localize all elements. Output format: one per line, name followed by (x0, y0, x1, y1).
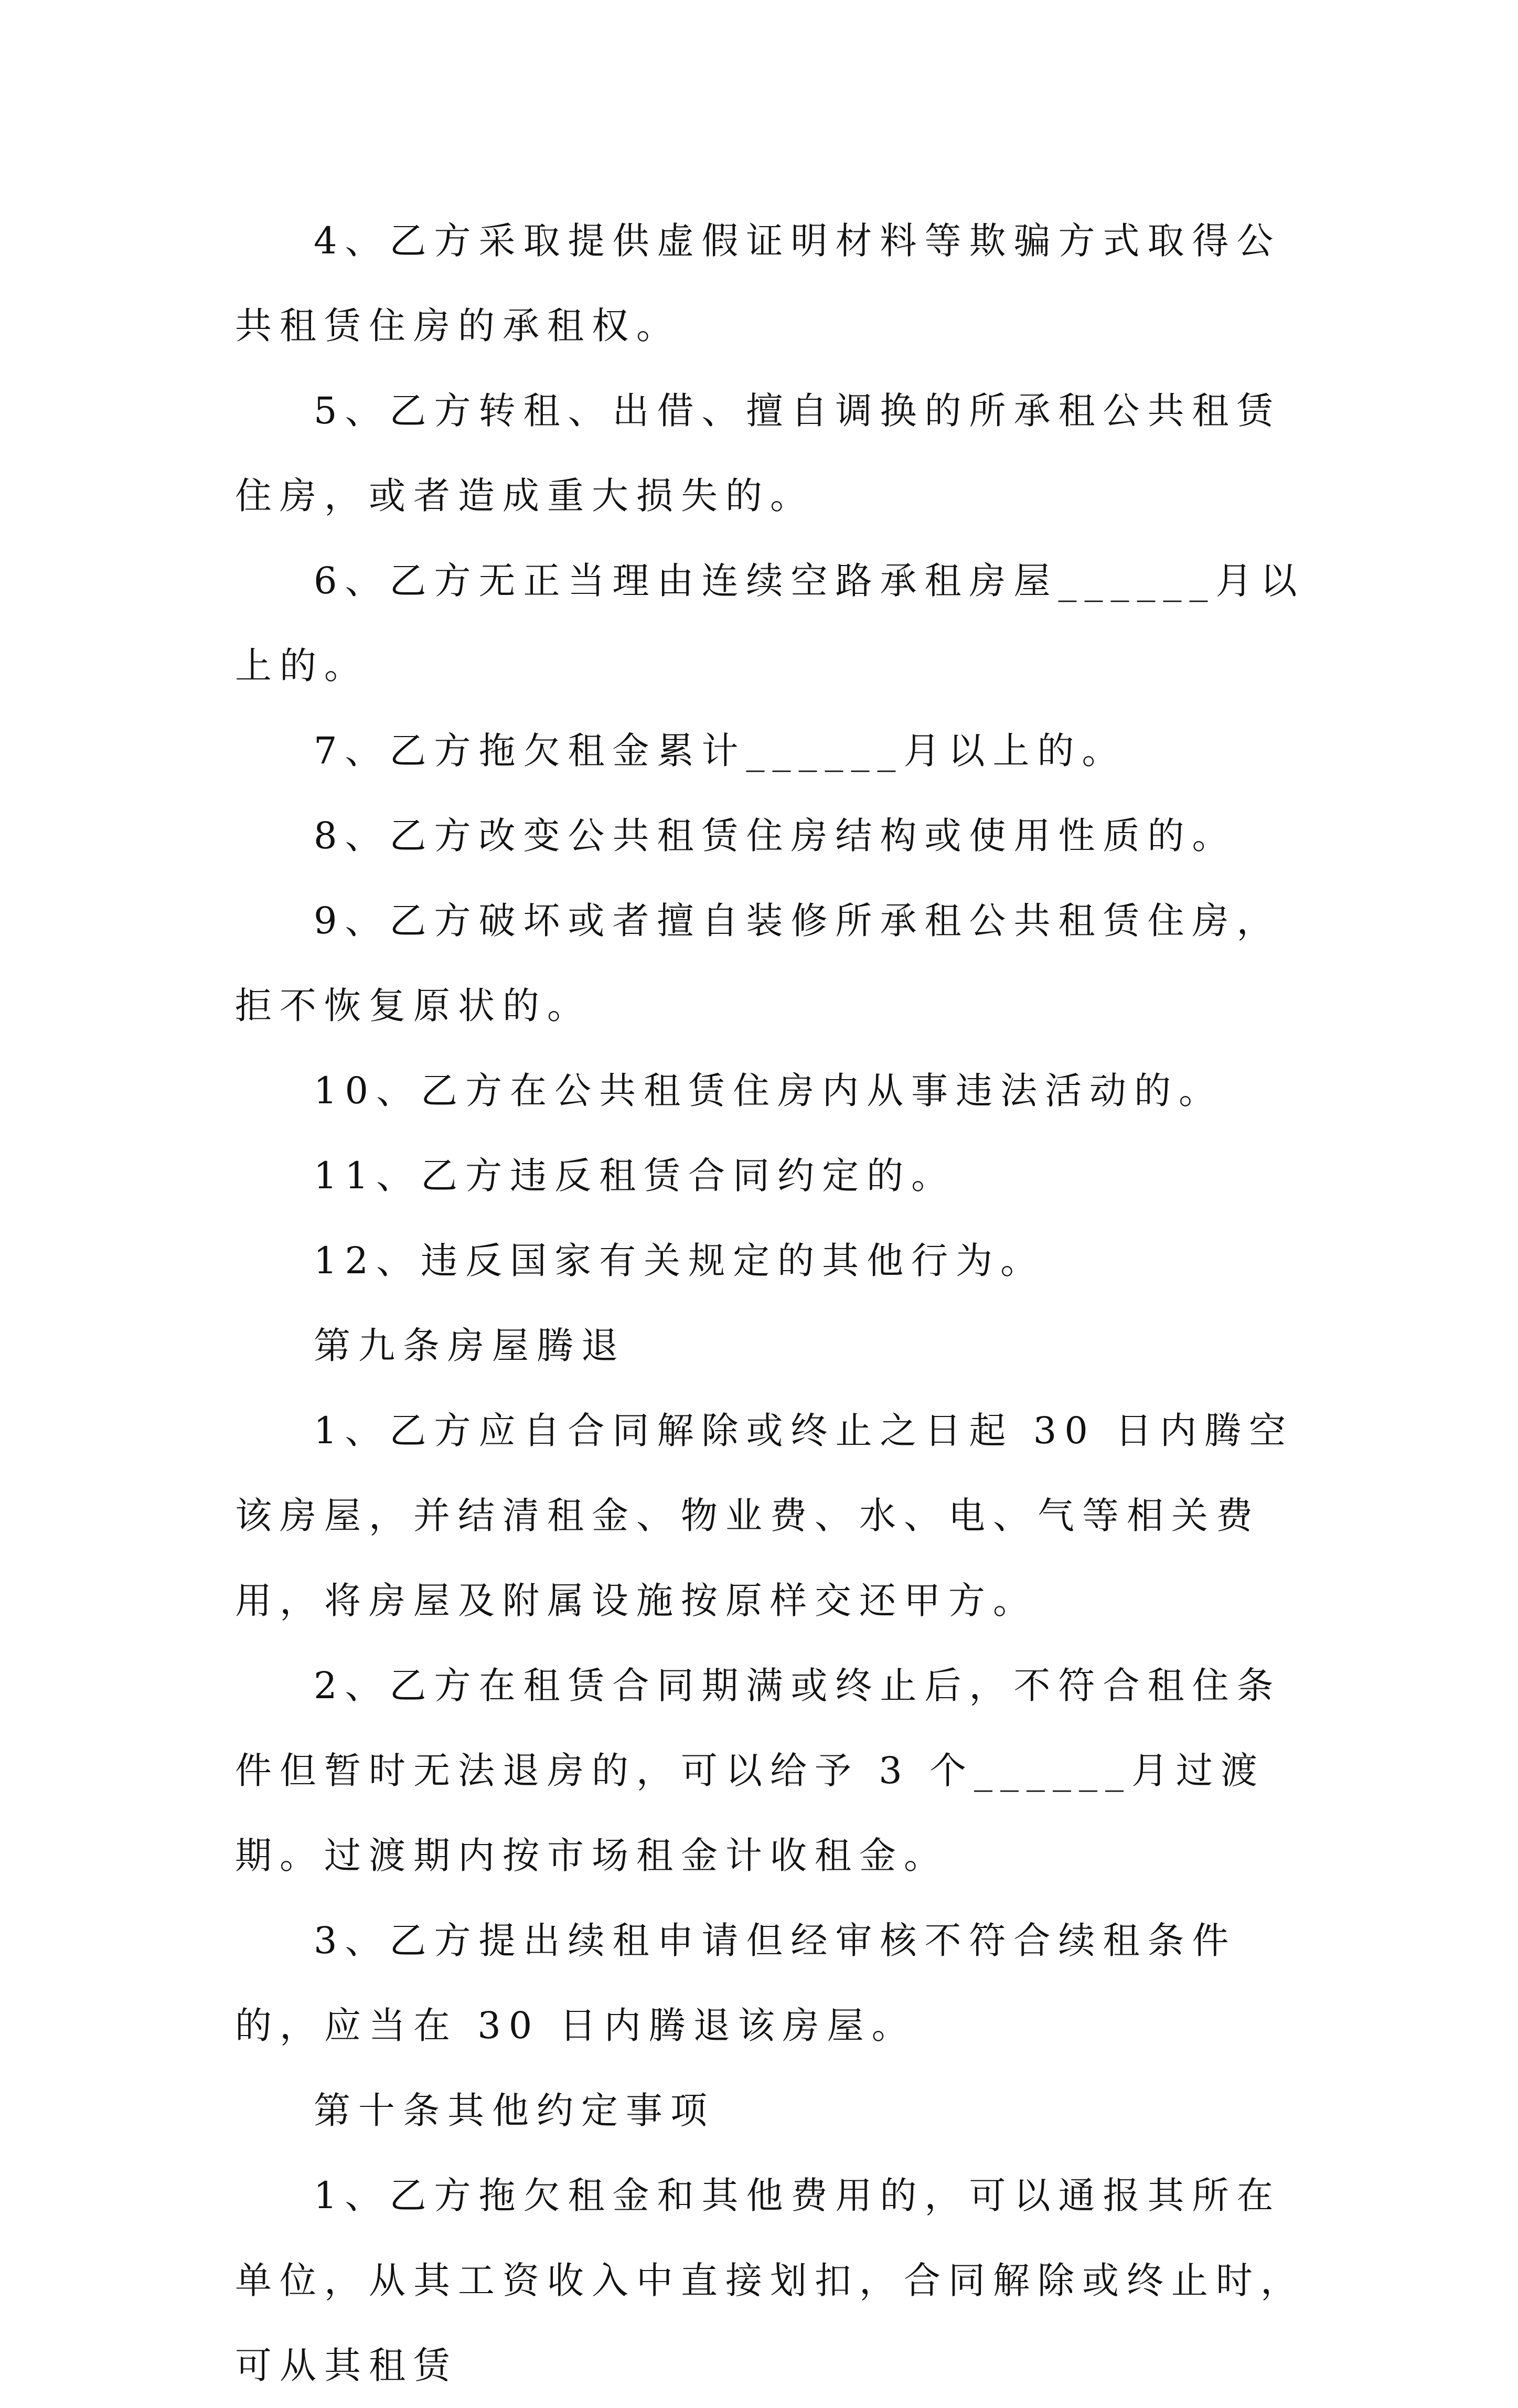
clause-7: 7、乙方拖欠租金累计______月以上的。 (314, 729, 1127, 772)
clause-9: 9、乙方破坏或者擅自装修所承租公共租赁住房，拒不恢复原状的。 (235, 899, 1281, 1027)
article-9-item-1: 1、乙方应自合同解除或终止之日起 30 日内腾空该房屋，并结清租金、物业费、水、电、气等相关费用，将房屋及附属设施按原样交还甲方。 (235, 1409, 1294, 1622)
clause-4: 4、乙方采取提供虚假证明材料等欺骗方式取得公共租赁住房的承租权。 (235, 219, 1281, 347)
article-9-item-3: 3、乙方提出续租申请但经审核不符合续租条件的，应当在 30 日内腾退该房屋。 (235, 1919, 1237, 2047)
clause-5: 5、乙方转租、出借、擅自调换的所承租公共租赁住房，或者造成重大损失的。 (235, 389, 1281, 517)
clause-12: 12、违反国家有关规定的其他行为。 (314, 1239, 1045, 1282)
clause-11: 11、乙方违反租赁合同约定的。 (314, 1154, 956, 1197)
clause-10: 10、乙方在公共租赁住房内从事违法活动的。 (314, 1069, 1224, 1112)
article-10-heading: 第十条其他约定事项 (314, 2089, 715, 2132)
article-10-item-1: 1、乙方拖欠租金和其他费用的，可以通报其所在单位，从其工资收入中直接划扣，合同解除或终止时，可从其租赁 (235, 2174, 1305, 2387)
article-9-heading: 第九条房屋腾退 (314, 1324, 626, 1367)
clause-6: 6、乙方无正当理由连续空路承租房屋______月以上的。 (235, 559, 1305, 687)
document-body (235, 198, 1310, 2408)
clause-8: 8、乙方改变公共租赁住房结构或使用性质的。 (314, 814, 1237, 857)
article-9-item-2: 2、乙方在租赁合同期满或终止后，不符合租住条件但暂时无法退房的，可以给予 3 个______月过渡期。过渡期内按市场租金计收租金。 (235, 1664, 1281, 1877)
